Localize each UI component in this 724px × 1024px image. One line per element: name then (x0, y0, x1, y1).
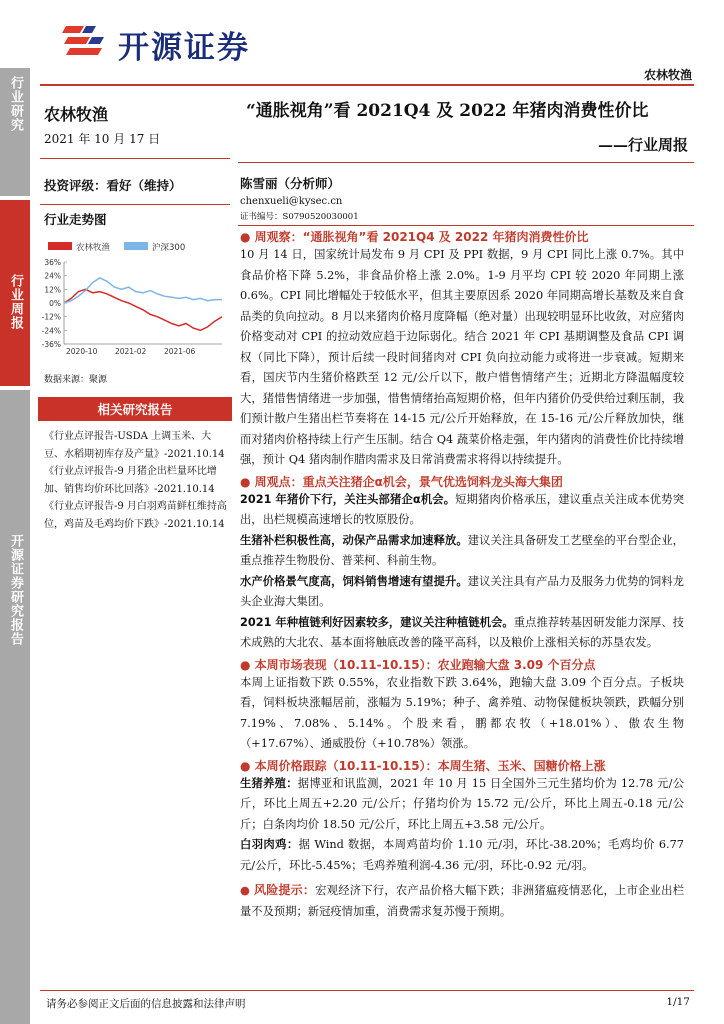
header-divider (40, 84, 694, 86)
brand-logo-icon (62, 22, 106, 62)
related-header: 相关研究报告 (38, 397, 232, 421)
report-title: “通胀视角”看 2021Q4 及 2022 年猪肉消费性价比 (246, 101, 649, 121)
section-heading: ● 本周价格跟踪（10.11-10.15）：本周生猪、玉米、国糖价格上涨 (240, 758, 606, 773)
page-number: 1/17 (666, 996, 690, 1008)
side-tab-research: 行业研究 (0, 68, 30, 196)
main-body (240, 228, 684, 922)
side-tab-weekly: 行业周报 (0, 200, 30, 386)
x-tick-label: 2021-06 (163, 347, 196, 356)
related-list (44, 428, 228, 533)
paragraph: 本周上证指数下跌 0.55%，农业指数下跌 3.64%，跑输大盘 3.09 个百分点。子板块看，饲料板块涨幅居前，涨幅为 5.19%；种子、禽养殖、动物保健板块领跌，跌幅分别 7.19%、7.08%、5.14%。个股来看，鹏都农牧（+18.01%）、傲农生物（+17.67%）、通威股份（+10.78%）领涨。 (240, 675, 684, 750)
left-divider-1 (40, 158, 230, 159)
risk-paragraph: ● 风险提示：宏观经济下行，农产品价格大幅下跌；非洲猪瘟疫情恶化，上市企业出栏量不及预期；新冠疫情加重，消费需求复苏慢于预期。 (240, 883, 684, 918)
trend-chart (36, 236, 230, 366)
sector-heading: 农林牧渔 (44, 105, 109, 124)
x-tick-label: 2021-02 (114, 347, 147, 356)
report-subtitle: ——行业周报 (597, 136, 688, 154)
y-tick-label: 12% (44, 285, 61, 295)
y-tick-label: 36% (44, 258, 61, 267)
y-tick-label: 24% (44, 271, 61, 281)
paragraph: 白羽肉鸡：据 Wind 数据，本周鸡苗均价 1.10 元/羽，环比-38.20%；毛鸡均价 6.77 元/公斤，环比-5.45%；毛鸡养殖利润-4.36 元/羽，环比-0.92 元/羽。 (240, 838, 684, 872)
paragraph: 水产价格景气度高，饲料销售增速有望提升。建议关注具有产品力及服务力优势的饲料龙头企业海大集团。 (240, 574, 684, 608)
section-heading: ● 周观察：“通胀视角”看 2021Q4 及 2022 年猪肉消费性价比 (240, 230, 589, 244)
section-heading: ● 周观点：重点关注猪企α机会，景气优选饲料龙头海大集团 (240, 474, 563, 489)
related-item[interactable]: 《行业点评报告-9 月猪企出栏量环比增加、销售均价环比回落》-2021.10.14 (44, 466, 217, 495)
paragraph: 生猪养殖：据博亚和讯监测，2021 年 10 月 15 日全国外三元生猪均价为 12.78 元/公斤，环比上周五+2.20 元/公斤；仔猪均价为 15.72 元/公斤，环比上周五-0.18 元/公斤；白条肉均价 18.50 元/公斤，环比上周五+3.58 元/公斤。 (240, 776, 684, 831)
side-tab-kysec: 开源证券研究报告 (0, 390, 30, 1024)
bullet-icon: ● (240, 474, 251, 489)
related-item[interactable]: 《行业点评报告-USDA 上调玉米、大豆、水稻期初库存及产量》-2021.10.14 (44, 431, 225, 460)
bullet-icon: ● (240, 230, 251, 244)
rating-value: 看好（维持） (106, 178, 182, 193)
paragraph: 10 月 14 日，国家统计局发布 9 月 CPI 及 PPI 数据，9 月 CPI 同比上涨 0.7%。其中食品价格下降 5.2%，非食品价格上涨 2.0%。1-9 月平均 CPI 较 2020 年同期上涨 0.6%。CPI 同比增幅处于较低水平，但其主要原因系 2020 年同期高增长基数及来自食品类的负向拉动。8 月以来猪肉价格月度降幅（绝对量）出现较明显环比收敛，对应猪肉价格变动对 CPI 的拉动效应趋于边际弱化。结合 2021 年 CPI 基期调整及食品 CPI 调权（同比下降），预计后续一段时间猪肉对 CPI 负向拉动能力或将进一步衰减。短期来看，国庆节内生猪价格跌至 12 元/公斤以下，散户惜售情绪产生；近期北方降温幅度较大，猪惜售情绪进一步加强，惜售情绪抬高短期价格，但年内猪价仍受供给过剩压制，我们预计散户生猪出栏节奏将在 14-15 元/公斤开始释放，在 15-16 元/公斤释放加快，继而对猪肉价格持续上行产生压制。结合 Q4 蔬菜价格走强，年内猪肉的消费性价比持续增强，预计 Q4 猪肉制作腊肉需求及日常消费需求将得以持续提升。 (240, 248, 684, 466)
bullet-icon: ● (240, 758, 251, 773)
section-heading: ● 本周市场表现（10.11-10.15）：农业跑输大盘 3.09 个百分点 (240, 657, 596, 672)
paragraph: 生猪补栏积极性高，动保产品需求加速释放。建议关注具备研发工艺壁垒的平台型企业，重点推荐生物股份、普莱柯、科前生物。 (240, 533, 684, 567)
trend-chart-svg (36, 236, 230, 366)
trend-title: 行业走势图 (44, 212, 107, 227)
series-line (64, 289, 222, 330)
analyst-name: 陈雪丽（分析师） (240, 176, 341, 191)
rating-line: 投资评级：看好（维持） (44, 178, 182, 193)
paragraph: 2021 年猪价下行，关注头部猪企α机会。短期猪肉价格承压，建议重点关注成本优势突出，出栏规模高速增长的牧原股份。 (240, 492, 684, 526)
y-tick-label: -36% (41, 340, 61, 349)
chart-source: 数据来源：聚源 (44, 375, 108, 385)
y-tick-label: 0% (49, 299, 61, 308)
x-tick-label: 2020-10 (66, 347, 98, 356)
related-item[interactable]: 《行业点评报告-9 月白羽鸡苗鲜杠维持高位，鸡苗及毛鸡均价下跌》-2021.10.14 (44, 501, 227, 530)
report-date: 2021 年 10 月 17 日 (44, 132, 161, 146)
footer-divider (40, 990, 694, 991)
legend-label: 农林牧渔 (76, 243, 111, 253)
analyst-divider (238, 225, 694, 226)
legend-label: 沪深300 (152, 243, 186, 253)
sector-tag: 农林牧渔 (643, 68, 692, 82)
footer-disclaimer: 请务必参阅正文后面的信息披露和法律声明 (46, 998, 246, 1010)
y-tick-label: -24% (41, 326, 61, 336)
left-divider-2 (40, 204, 230, 205)
paragraph: 2021 年种植链利好因素较多，建议关注种植链机会。重点推荐转基因研发能力深厚、技术成熟的大北农、基本面将触底改善的隆平高科，以及粮价上涨相关标的苏垦农发。 (240, 615, 684, 649)
y-tick-label: -12% (41, 312, 61, 322)
analyst-email[interactable]: chenxueli@kysec.cn (240, 196, 343, 207)
bullet-icon: ● (240, 884, 251, 897)
legend-swatch (48, 242, 72, 250)
brand-name: 开源证券 (118, 30, 250, 66)
bullet-icon: ● (240, 657, 251, 672)
title-divider (238, 162, 694, 163)
analyst-cert: 证书编号：S0790520030001 (240, 212, 359, 222)
legend-swatch (124, 242, 148, 250)
